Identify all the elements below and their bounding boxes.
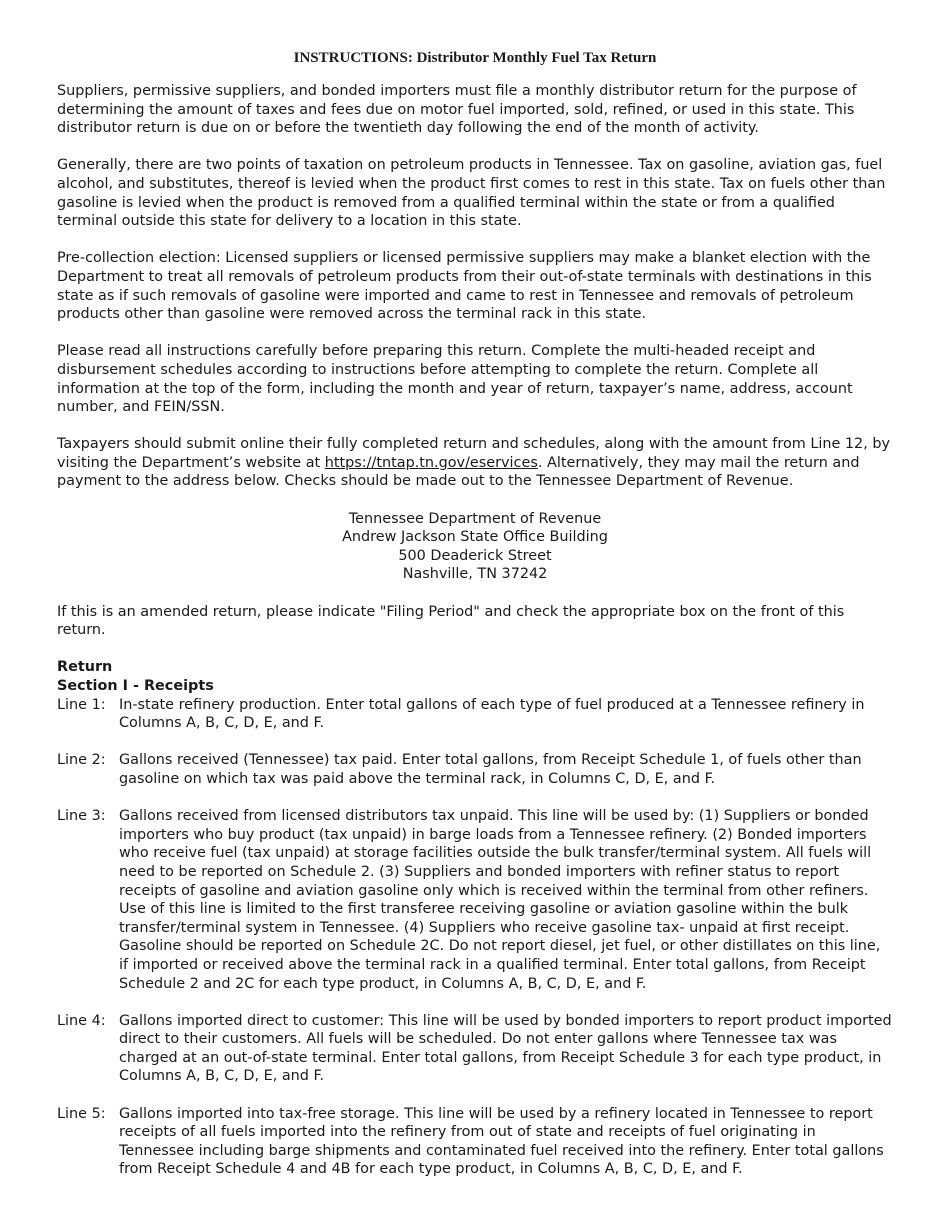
address-line-3: 500 Deaderick Street <box>398 547 552 564</box>
eservices-link[interactable]: https://tntap.tn.gov/eservices <box>324 454 538 471</box>
line-item <box>57 751 893 788</box>
line-label: Line 2: <box>57 752 106 769</box>
mailing-address <box>57 510 893 584</box>
read-instructions-paragraph: Please read all instructions carefully before preparing this return. Complete the multi-headed receipt and disbursement schedules according to instructions before attempting to complete the return. Complete all information at the top of the form, including the month and year of return, taxpayer’s name, address, account number, and FEIN/SSN. <box>57 343 853 416</box>
amended-return-note: If this is an amended return, please indicate "Filing Period" and check the appropriate box on the front of this return. <box>57 603 845 639</box>
line-label: Line 1: <box>57 696 106 713</box>
address-line-2: Andrew Jackson State Office Building <box>342 529 608 546</box>
pre-collection-paragraph: Pre-collection election: Licensed suppliers or licensed permissive suppliers may make a blanket election with the Department to treat all removals of petroleum products from their out-of-state terminals with destinations in this state as if such removals of gasoline were imported and came to rest in Tennessee and removals of petroleum products other than gasoline were removed across the terminal rack in this state. <box>57 250 872 323</box>
line-text: In-state refinery production. Enter total gallons of each type of fuel produced at a Tennessee refinery in Columns A, B, C, D, E, and F. <box>119 696 865 732</box>
line-item <box>57 696 893 733</box>
line-text: Gallons imported direct to customer: This line will be used by bonded importers to report product imported direct to their customers. All fuels will be scheduled. Do not enter gallons where Tennessee tax was charged at an out-of-state terminal. Enter total gallons, from Receipt Schedule 3 for each type product, in Columns A, B, C, D, E, and F. <box>119 1012 892 1085</box>
line-label: Line 4: <box>57 1012 106 1029</box>
page-title: INSTRUCTIONS: Distributor Monthly Fuel Tax Return <box>293 50 657 66</box>
line-text: Gallons imported into tax-free storage. This line will be used by a refinery located in Tennessee to report receipts of all fuels imported into the refinery from out of state and receipts of fuel originating in Tennessee including barge shipments and contaminated fuel received into the refinery. Enter total gallons from Receipt Schedule 4 and 4B for each type product, in Columns A, B, C, D, E, and F. <box>119 1105 884 1178</box>
submit-text-before: Taxpayers should submit online their fully completed return and schedules, along with the amount from Line 12, by visiting the Department’s website at <box>57 436 891 471</box>
intro-paragraph-2: Generally, there are two points of taxation on petroleum products in Tennessee. Tax on gasoline, aviation gas, fuel alcohol, and substitutes, thereof is levied when the product first comes to rest in this state. Tax on fuels other than gasoline is levied when the product is removed from a qualified terminal within the state or from a qualified terminal outside this state for delivery to a location in this state. <box>57 157 886 230</box>
address-line-4: Nashville, TN 37242 <box>402 566 548 583</box>
line-text: Gallons received (Tennessee) tax paid. Enter total gallons, from Receipt Schedule 1, of fuels other than gasoline on which tax was paid above the terminal rack, in Columns C, D, E, and F. <box>119 752 862 787</box>
return-heading: Return <box>57 659 113 676</box>
line-item <box>57 1012 893 1086</box>
line-label: Line 5: <box>57 1105 106 1122</box>
address-line-1: Tennessee Department of Revenue <box>348 510 602 527</box>
line-item <box>57 807 893 993</box>
submit-online-paragraph <box>57 435 893 491</box>
section-heading: Section I - Receipts <box>57 678 214 694</box>
line-text: Gallons received from licensed distributors tax unpaid. This line will be used by: (1) Suppliers or bonded importers who buy product (tax unpaid) in barge loads from a Tennessee refinery. (2) Bonded importers who receive fuel (tax unpaid) at storage facilities outside the bulk transfer/terminal system. All fuels will need to be reported on Schedule 2. (3) Suppliers and bonded importers with refiner status to report receipts of gasoline and aviation gasoline only which is received within the terminal from other refiners. Use of this line is limited to the first transferee receiving gasoline or aviation gasoline within the bulk transfer/terminal system in Tennessee. (4) Suppliers who receive gasoline tax- unpaid at first receipt. Gasoline should be reported on Schedule 2C. Do not report diesel, jet fuel, or other distillates on this line, if imported or received above the terminal rack in a qualified terminal. Enter total gallons, from Receipt Schedule 2 and 2C for each type product, in Columns A, B, C, D, E, and F. <box>119 808 881 992</box>
line-label: Line 3: <box>57 808 106 825</box>
instructions-page <box>57 48 893 1198</box>
line-item <box>57 1105 893 1179</box>
intro-paragraph-1: Suppliers, permissive suppliers, and bonded importers must file a monthly distributor return for the purpose of determining the amount of taxes and fees due on motor fuel imported, sold, refined, or used in this state. This distributor return is due on or before the twentieth day following the end of the month of activity. <box>57 83 857 137</box>
submit-text-after: . Alternatively, they may mail the return and payment to the address below. Checks should be made out to the Tennessee Department of Revenue. <box>57 454 860 490</box>
